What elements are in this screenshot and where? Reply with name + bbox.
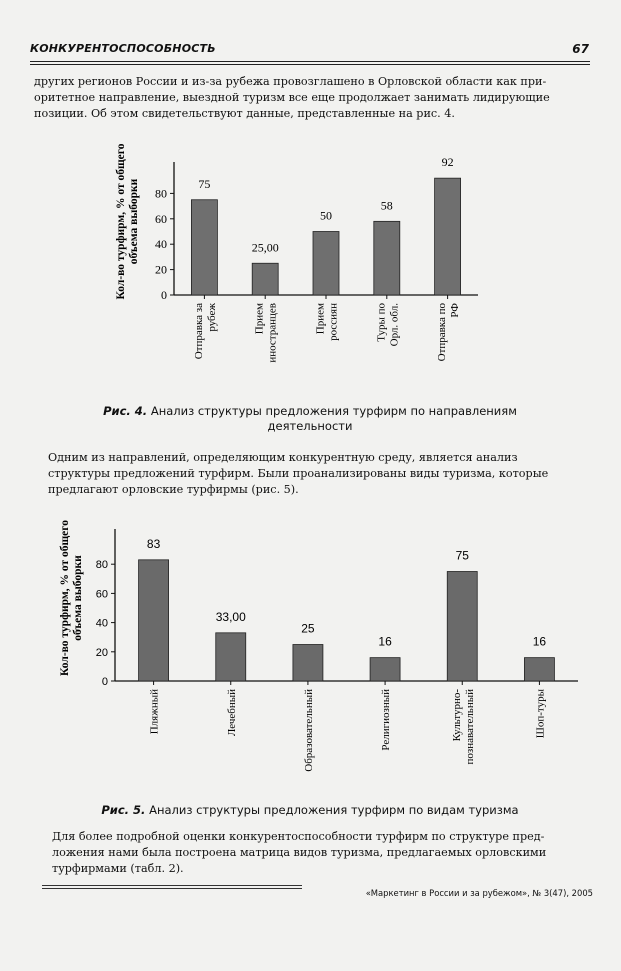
text-line: предлагают орловские турфирмы (рис. 5). (48, 482, 299, 496)
category-label: Отправка за (192, 303, 205, 360)
figure-4-caption (40, 404, 580, 434)
category-label: Прием (314, 303, 327, 335)
y-tick-label: 40 (95, 617, 108, 630)
category-label: Лечебный (225, 689, 238, 737)
y-tick-label: 20 (95, 646, 108, 659)
bar-value-label: 75 (455, 548, 469, 563)
y-tick-label: 80 (155, 186, 167, 201)
bar (252, 263, 278, 295)
figure-4-chart (0, 130, 621, 390)
category-label: Отправка по (436, 303, 449, 362)
bar-value-label: 16 (532, 634, 547, 649)
figure-5-caption (40, 803, 580, 818)
bar-value-label: 25 (301, 621, 315, 636)
running-title: КОНКУРЕНТОСПОСОБНОСТЬ (30, 42, 216, 55)
bar-value-label: 33,00 (215, 609, 246, 624)
category-label: иностранцев (266, 303, 279, 363)
bar-value-label: 58 (380, 198, 393, 213)
journal-footer: «Маркетинг в России и за рубежом», № 3(47), 2005 (365, 888, 593, 898)
header-rule-2 (30, 64, 590, 65)
y-tick-label: 40 (155, 237, 167, 252)
figure-5-label: Рис. 5. (101, 803, 146, 817)
category-label: познавательный (463, 689, 476, 765)
y-axis-title: Кол-во турфирм, % от общего (59, 520, 71, 676)
header-rule (30, 61, 590, 62)
bar-value-label: 92 (441, 155, 454, 170)
y-axis-title: объема выборки (72, 555, 84, 641)
category-label: Орл. обл. (388, 303, 401, 347)
figure-5-caption-text: Анализ структуры предложения турфирм по видам туризма (149, 803, 519, 817)
text-line: позиции. Об этом свидетельствуют данные, представленные на рис. 4. (34, 106, 455, 120)
figure-5-chart (0, 515, 621, 790)
y-tick-label: 0 (161, 288, 167, 302)
bar (139, 560, 169, 681)
y-tick-label: 0 (101, 676, 108, 688)
y-tick-label: 80 (95, 559, 108, 572)
category-label: Образовательный (302, 689, 315, 772)
category-label: россиян (327, 303, 340, 341)
bar (293, 645, 323, 682)
bar (216, 633, 246, 681)
text-line: ложения нами была построена матрица видов туризма, предлагаемых орловскими (52, 845, 547, 859)
bar (313, 232, 339, 296)
category-label: Прием (253, 303, 266, 335)
bar (191, 200, 217, 295)
text-line: Для более подробной оценки конкурентоспособности турфирм по структуре пред- (52, 830, 545, 843)
category-label: Пляжный (148, 689, 161, 735)
text-line: турфирмами (табл. 2). (52, 861, 184, 875)
bar-value-label: 16 (378, 634, 392, 649)
text-line: оритетное направление, выездной туризм все еще продолжает занимать лидирующие (34, 90, 550, 104)
y-tick-label: 60 (155, 211, 167, 226)
y-tick-label: 20 (155, 262, 167, 277)
text-line: структуры предложений турфирм. Были проанализированы виды туризма, которые (48, 466, 549, 480)
page-number: 67 (572, 42, 589, 56)
footer-rule (42, 885, 302, 886)
text-line: других регионов России и из-за рубежа провозглашено в Орловской области как при- (34, 75, 547, 88)
category-label: Религиозный (380, 689, 393, 751)
figure-4-caption-text-2: деятельности (267, 419, 353, 433)
bar (447, 572, 477, 682)
y-axis-title: Кол-во турфирм, % от общего (115, 143, 127, 300)
text-line: Одним из направлений, определяющим конкурентную среду, является анализ (48, 451, 518, 464)
bar-value-label: 25,00 (251, 240, 279, 255)
bar (374, 221, 400, 295)
bar-value-label: 50 (320, 208, 332, 223)
paragraph-matrix (52, 829, 582, 876)
bar (524, 658, 554, 681)
paragraph-intro (34, 74, 590, 121)
y-axis-title: объема выборки (128, 178, 140, 265)
category-label: рубеж (205, 303, 218, 332)
figure-4-caption-text: Анализ структуры предложения турфирм по направлениям (150, 404, 517, 418)
bar-value-label: 83 (146, 536, 161, 551)
category-label: Культурно- (450, 689, 463, 742)
footer-rule-2 (42, 888, 302, 889)
bar (435, 178, 461, 295)
paragraph-structure (48, 450, 586, 497)
category-label: Туры по (375, 303, 388, 342)
category-label: РФ (449, 303, 462, 318)
figure-4-label: Рис. 4. (103, 404, 148, 418)
category-label: Шоп-туры (534, 689, 547, 739)
y-tick-label: 60 (95, 588, 108, 601)
bar-value-label: 75 (198, 176, 211, 191)
bar (370, 658, 400, 681)
